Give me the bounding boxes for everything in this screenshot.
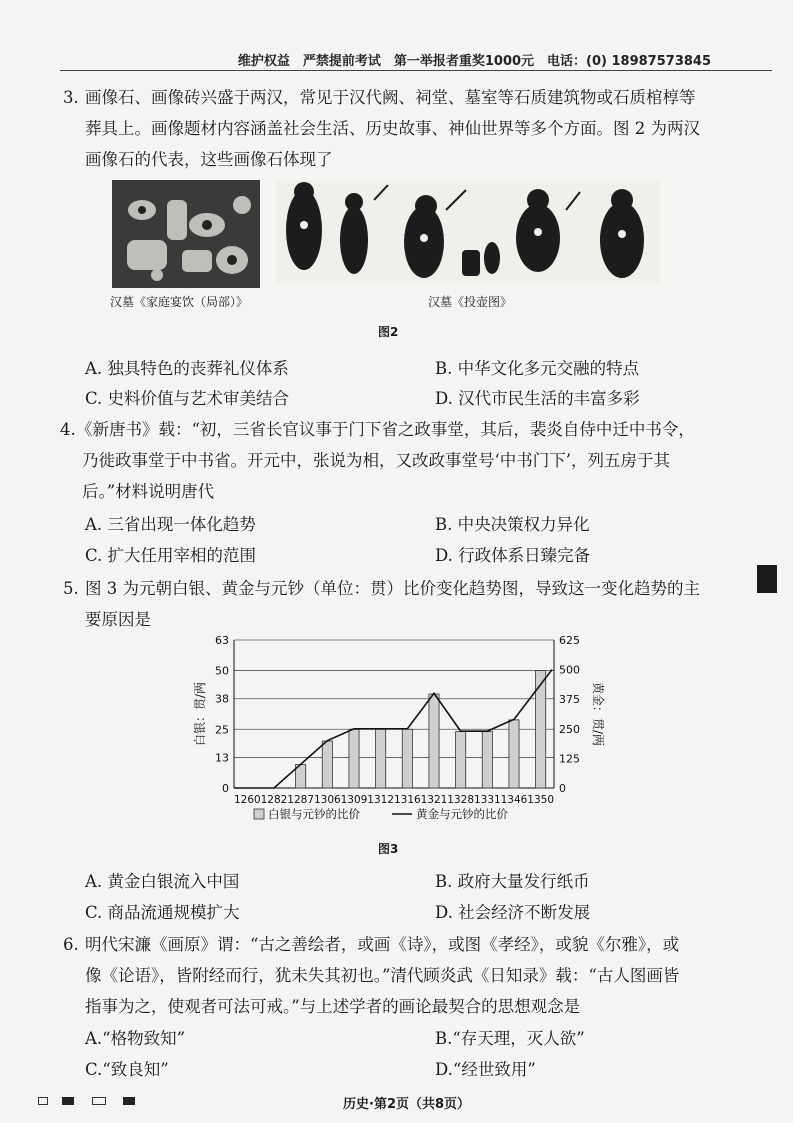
q5-option-c[interactable]: C. 商品流通规模扩大	[85, 903, 240, 922]
y-left-axis-label: 白银：贯/两	[193, 681, 207, 747]
image-caption-banquet: 汉墓《家庭宴饮（局部）》	[110, 295, 249, 309]
question-number: 4.	[60, 420, 76, 439]
legend-swatch-bar	[254, 809, 264, 819]
bar-silver-ratio	[402, 729, 412, 788]
x-tick-label: 1316	[393, 794, 421, 806]
footer-mark	[38, 1097, 48, 1105]
q3-option-c[interactable]: C. 史料价值与艺术审美结合	[85, 389, 290, 408]
figure-3-chart	[190, 632, 610, 862]
question-text-line: 画像石、画像砖兴盛于两汉，常见于汉代阙、祠堂、墓室等石质建筑物或石质棺椁等	[85, 88, 696, 107]
y-right-tick-label: 0	[559, 782, 566, 795]
header-divider	[60, 70, 772, 71]
y-left-tick-label: 25	[215, 723, 229, 737]
question-number: 6.	[63, 935, 79, 954]
q4-option-b[interactable]: B. 中央决策权力异化	[435, 515, 590, 534]
x-tick-label: 1309	[340, 794, 368, 806]
question-text-line: 明代宋濂《画原》谓：“古之善绘者，或画《诗》，或图《孝经》，或貌《尔雅》，或	[85, 935, 680, 954]
x-tick-label: 1282	[260, 794, 288, 806]
question-text-line: 要原因是	[85, 610, 151, 629]
question-text-line: 《新唐书》载：“初，三省长官议事于门下省之政事堂，其后，裴炎自侍中迁中书令，	[76, 420, 695, 439]
legend-label-bar: 白银与元钞的比价	[268, 807, 360, 821]
bar-silver-ratio	[456, 732, 466, 788]
y-right-tick-label: 375	[559, 693, 580, 707]
y-left-tick-label: 63	[215, 634, 229, 647]
question-text-line: 乃徙政事堂于中书省。开元中，张说为相，又改政事堂号‘中书门下’，列五房于其	[82, 451, 670, 470]
q5-option-b[interactable]: B. 政府大量发行纸币	[435, 872, 590, 891]
y-right-tick-label: 500	[559, 663, 580, 677]
x-tick-label: 1287	[287, 794, 315, 806]
question-text-line: 后。”材料说明唐代	[82, 482, 215, 501]
bar-silver-ratio	[429, 694, 439, 788]
question-text-line: 画像石的代表，这些画像石体现了	[85, 150, 333, 169]
question-number: 3.	[63, 88, 79, 107]
y-left-tick-label: 13	[215, 751, 229, 765]
x-tick-label: 1328	[447, 794, 475, 806]
q6-option-b[interactable]: B.“存天理，灭人欲”	[435, 1029, 585, 1048]
relief-image-banquet	[112, 180, 260, 288]
legend-label-line: 黄金与元钞的比价	[416, 807, 508, 821]
q6-option-d[interactable]: D.“经世致用”	[435, 1060, 536, 1079]
x-tick-label: 1350	[527, 794, 555, 806]
y-left-tick-label: 0	[222, 782, 229, 795]
bar-silver-ratio	[482, 732, 492, 788]
y-right-axis-label: 黄金：贯/两	[591, 681, 605, 747]
q5-option-a[interactable]: A. 黄金白银流入中国	[85, 872, 240, 891]
chart-svg	[190, 632, 610, 862]
question-number: 5.	[63, 579, 79, 598]
footer-mark	[62, 1097, 74, 1105]
x-tick-label: 1312	[367, 794, 395, 806]
footer-page-text: 历史·第2页（共8页）	[343, 1097, 471, 1112]
footer-mark	[123, 1097, 135, 1105]
q6-option-c[interactable]: C.“致良知”	[85, 1060, 169, 1079]
q3-option-a[interactable]: A. 独具特色的丧葬礼仪体系	[85, 359, 289, 378]
x-tick-label: 1346	[500, 794, 528, 806]
q5-option-d[interactable]: D. 社会经济不断发展	[435, 903, 591, 922]
touhu-relief-drawing	[276, 180, 660, 284]
y-left-tick-label: 38	[215, 692, 229, 706]
question-text-line: 图 3 为元朝白银、黄金与元钞（单位：贯）比价变化趋势图，导致这一变化趋势的主	[85, 579, 700, 598]
y-right-tick-label: 250	[559, 722, 580, 736]
y-right-tick-label: 125	[559, 752, 580, 766]
bar-silver-ratio	[349, 729, 359, 788]
side-tab-marker	[757, 565, 777, 593]
image-caption-touhu: 汉墓《投壶图》	[428, 295, 513, 309]
x-tick-label: 1306	[313, 794, 341, 806]
x-tick-label: 1321	[420, 794, 448, 806]
y-left-tick-label: 50	[215, 664, 229, 678]
q4-option-a[interactable]: A. 三省出现一体化趋势	[85, 515, 256, 534]
line-gold-ratio	[234, 670, 552, 788]
x-tick-label: 1260	[233, 794, 261, 806]
y-right-tick-label: 625	[559, 634, 580, 647]
exam-header	[0, 48, 793, 70]
bar-silver-ratio	[509, 720, 519, 788]
banquet-relief-drawing	[112, 180, 260, 288]
x-tick-label: 1331	[473, 794, 501, 806]
q6-option-a[interactable]: A.“格物致知”	[85, 1029, 186, 1048]
relief-image-touhu	[276, 180, 660, 284]
header-text: 维护权益 严禁提前考试 第一举报者重奖1000元 电话：(0) 18987573845	[237, 54, 711, 69]
q4-option-c[interactable]: C. 扩大任用宰相的范围	[85, 546, 257, 565]
figure-2-label: 图2	[378, 325, 399, 339]
q4-option-d[interactable]: D. 行政体系日臻完备	[435, 546, 591, 565]
footer-mark	[92, 1097, 106, 1105]
q3-option-d[interactable]: D. 汉代市民生活的丰富多彩	[435, 389, 640, 408]
question-text-line: 葬具上。画像题材内容涵盖社会生活、历史故事、神仙世界等多个方面。图 2 为两汉	[85, 119, 700, 138]
question-text-line: 像《论语》，皆附经而行，犹未失其初也。”清代顾炎武《日知录》载：“古人图画皆	[85, 966, 680, 985]
bar-silver-ratio	[376, 729, 386, 788]
figure-3-label: 图3	[378, 842, 399, 856]
question-text-line: 指事为之，使观者可法可戒。”与上述学者的画论最契合的思想观念是	[85, 997, 581, 1016]
bar-silver-ratio	[322, 741, 332, 788]
q3-option-b[interactable]: B. 中华文化多元交融的特点	[435, 359, 640, 378]
